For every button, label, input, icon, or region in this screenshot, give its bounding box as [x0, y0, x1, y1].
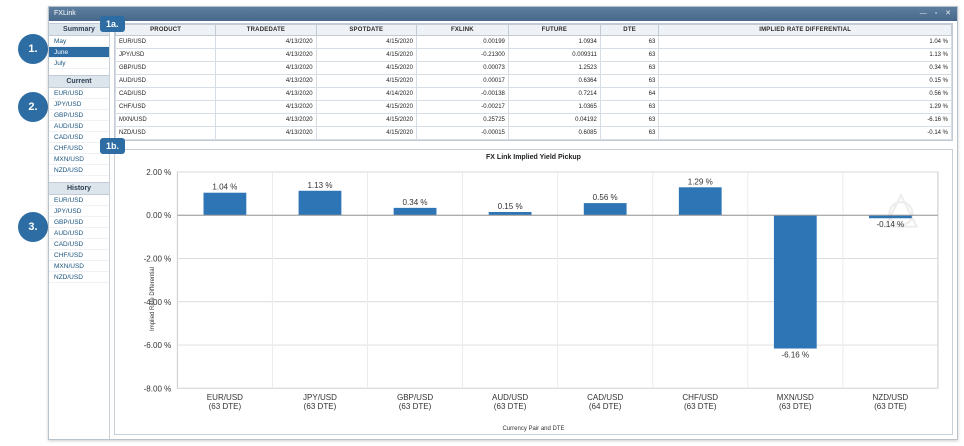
cell-fxlink: 0.25725	[416, 114, 508, 127]
sidebar-item-history-audusd[interactable]: AUD/USD	[49, 228, 109, 239]
svg-text:-8.00 %: -8.00 %	[143, 384, 172, 394]
cell-dte: 63	[600, 75, 659, 88]
cell-implied-rate: 0.34 %	[659, 62, 952, 75]
cell-tradedate: 4/13/2020	[216, 114, 316, 127]
sidebar-item-history-chfusd[interactable]: CHF/USD	[49, 250, 109, 261]
sidebar-item-history-eurusd[interactable]: EUR/USD	[49, 195, 109, 206]
cell-product: CHF/USD	[116, 101, 216, 114]
cell-implied-rate: 1.13 %	[659, 49, 952, 62]
svg-text:-6.00 %: -6.00 %	[143, 341, 172, 351]
callout-2: 2.	[18, 92, 48, 122]
svg-text:MXN/USD: MXN/USD	[776, 393, 814, 403]
cell-spotdate: 4/15/2020	[316, 49, 416, 62]
callout-1b: 1b.	[100, 138, 125, 154]
svg-text:NZD/USD: NZD/USD	[872, 393, 909, 403]
svg-text:1.13 %: 1.13 %	[307, 180, 333, 190]
watermark-logo-icon	[874, 190, 928, 232]
cell-future: 1.2523	[508, 62, 600, 75]
cell-implied-rate: 0.56 %	[659, 88, 952, 101]
sidebar-item-june[interactable]: June	[49, 47, 109, 58]
sidebar-group-current: Current	[49, 75, 109, 88]
sidebar-group-summary: Summary	[49, 23, 109, 36]
cell-future: 1.0934	[508, 36, 600, 49]
svg-text:GBP/USD: GBP/USD	[396, 393, 434, 403]
cell-product: MXN/USD	[116, 114, 216, 127]
col-future[interactable]: FUTURE	[508, 25, 600, 36]
cell-tradedate: 4/13/2020	[216, 62, 316, 75]
table-row[interactable]	[116, 127, 952, 140]
cell-future: 1.0365	[508, 101, 600, 114]
sidebar-item-history-gbpusd[interactable]: GBP/USD	[49, 217, 109, 228]
window-titlebar	[49, 7, 957, 21]
cell-future: 0.6085	[508, 127, 600, 140]
cell-future: 0.04192	[508, 114, 600, 127]
chart-y-axis-label: Implied Rate Differential	[149, 267, 156, 331]
sidebar-item-may[interactable]: May	[49, 36, 109, 47]
col-tradedate[interactable]: TRADEDATE	[216, 25, 316, 36]
table-row[interactable]	[116, 88, 952, 101]
callout-3: 3.	[18, 212, 48, 242]
svg-text:CHF/USD: CHF/USD	[682, 393, 719, 403]
sidebar-item-current-eurusd[interactable]: EUR/USD	[49, 88, 109, 99]
svg-text:2.00 %: 2.00 %	[146, 167, 172, 177]
table-row[interactable]	[116, 36, 952, 49]
svg-text:0.15 %: 0.15 %	[497, 202, 523, 211]
cell-implied-rate: 1.29 %	[659, 101, 952, 114]
callout-1a: 1a.	[100, 16, 125, 32]
chart-x-axis-label: Currency Pair and DTE	[502, 426, 565, 432]
svg-text:CAD/USD: CAD/USD	[587, 393, 624, 403]
cell-product: JPY/USD	[116, 49, 216, 62]
svg-text:-0.14 %: -0.14 %	[876, 220, 905, 230]
chart-title: FX Link Implied Yield Pickup	[486, 154, 581, 161]
cell-tradedate: 4/13/2020	[216, 49, 316, 62]
svg-text:-4.00 %: -4.00 %	[143, 297, 172, 307]
svg-text:(63 DTE): (63 DTE)	[303, 402, 337, 412]
svg-text:(63 DTE): (63 DTE)	[398, 402, 432, 412]
cell-tradedate: 4/13/2020	[216, 101, 316, 114]
cell-spotdate: 4/15/2020	[316, 101, 416, 114]
svg-text:1.29 %: 1.29 %	[687, 177, 713, 187]
sidebar-item-history-jpyusd[interactable]: JPY/USD	[49, 206, 109, 217]
sidebar-item-history-mxnusd[interactable]: MXN/USD	[49, 261, 109, 272]
col-implied-rate-differential[interactable]: IMPLIED RATE DIFFERENTIAL	[659, 25, 952, 36]
cell-product: CAD/USD	[116, 88, 216, 101]
svg-text:0.00 %: 0.00 %	[146, 211, 172, 221]
main-content	[110, 21, 957, 439]
col-spotdate[interactable]: SPOTDATE	[316, 25, 416, 36]
cell-fxlink: -0.00138	[416, 88, 508, 101]
svg-text:(63 DTE): (63 DTE)	[874, 402, 907, 412]
cell-spotdate: 4/15/2020	[316, 75, 416, 88]
svg-text:(63 DTE): (63 DTE)	[779, 402, 812, 412]
sidebar-group-history: History	[49, 182, 109, 195]
svg-text:-2.00 %: -2.00 %	[143, 254, 172, 264]
sidebar-item-current-chfusd[interactable]: CHF/USD	[49, 143, 109, 154]
cell-implied-rate: 0.15 %	[659, 75, 952, 88]
window-title: FXLink	[54, 10, 76, 17]
cell-dte: 63	[600, 127, 659, 140]
bar-chart-svg	[115, 164, 952, 434]
sidebar-item-current-gbpusd[interactable]: GBP/USD	[49, 110, 109, 121]
window-body	[49, 21, 957, 439]
svg-text:JPY/USD: JPY/USD	[302, 393, 337, 403]
table-header-row	[116, 25, 952, 36]
svg-text:0.34 %: 0.34 %	[402, 197, 428, 207]
cell-fxlink: -0.00015	[416, 127, 508, 140]
sidebar-item-july[interactable]: July	[49, 58, 109, 69]
cell-implied-rate: 1.04 %	[659, 36, 952, 49]
table-row[interactable]	[116, 114, 952, 127]
window-controls[interactable]: — ▫ ✕	[919, 10, 954, 17]
cell-fxlink: 0.00199	[416, 36, 508, 49]
cell-fxlink: 0.00017	[416, 75, 508, 88]
cell-spotdate: 4/15/2020	[316, 36, 416, 49]
fxlink-window	[48, 6, 958, 440]
svg-text:EUR/USD: EUR/USD	[206, 393, 243, 403]
col-product[interactable]: PRODUCT	[116, 25, 216, 36]
cell-product: EUR/USD	[116, 36, 216, 49]
cell-future: 0.009311	[508, 49, 600, 62]
svg-text:(63 DTE): (63 DTE)	[683, 402, 717, 412]
table-row[interactable]	[116, 75, 952, 88]
fx-table	[115, 24, 952, 140]
cell-fxlink: -0.00217	[416, 101, 508, 114]
cell-tradedate: 4/13/2020	[216, 88, 316, 101]
cell-dte: 63	[600, 49, 659, 62]
sidebar-item-current-audusd[interactable]: AUD/USD	[49, 121, 109, 132]
cell-tradedate: 4/13/2020	[216, 127, 316, 140]
cell-spotdate: 4/15/2020	[316, 127, 416, 140]
cell-dte: 63	[600, 62, 659, 75]
table-row[interactable]	[116, 49, 952, 62]
svg-text:(63 DTE): (63 DTE)	[493, 402, 527, 412]
cell-implied-rate: -6.16 %	[659, 114, 952, 127]
cell-product: AUD/USD	[116, 75, 216, 88]
svg-text:AUD/USD: AUD/USD	[492, 393, 529, 403]
cell-spotdate: 4/15/2020	[316, 62, 416, 75]
cell-tradedate: 4/13/2020	[216, 75, 316, 88]
col-dte[interactable]: DTE	[600, 25, 659, 36]
svg-text:(64 DTE): (64 DTE)	[588, 402, 622, 412]
cell-tradedate: 4/13/2020	[216, 36, 316, 49]
cell-implied-rate: -0.14 %	[659, 127, 952, 140]
cell-dte: 63	[600, 101, 659, 114]
table-row[interactable]	[116, 62, 952, 75]
cell-product: NZD/USD	[116, 127, 216, 140]
cell-dte: 63	[600, 114, 659, 127]
cell-dte: 64	[600, 88, 659, 101]
svg-text:(63 DTE): (63 DTE)	[208, 402, 242, 412]
cell-dte: 63	[600, 36, 659, 49]
cell-future: 0.7214	[508, 88, 600, 101]
callout-1: 1.	[18, 34, 48, 64]
sidebar-item-current-jpyusd[interactable]: JPY/USD	[49, 99, 109, 110]
cell-product: GBP/USD	[116, 62, 216, 75]
cell-spotdate: 4/15/2020	[316, 114, 416, 127]
sidebar-item-current-nzdusd[interactable]: NZD/USD	[49, 165, 109, 176]
cell-spotdate: 4/14/2020	[316, 88, 416, 101]
svg-text:-6.16 %: -6.16 %	[781, 350, 810, 360]
sidebar-item-current-cadusd[interactable]: CAD/USD	[49, 132, 109, 143]
sidebar-item-history-cadusd[interactable]: CAD/USD	[49, 239, 109, 250]
col-fxlink[interactable]: FXLINK	[416, 25, 508, 36]
table-row[interactable]	[116, 101, 952, 114]
sidebar	[49, 21, 110, 439]
sidebar-item-history-nzdusd[interactable]: NZD/USD	[49, 272, 109, 283]
sidebar-item-current-mxnusd[interactable]: MXN/USD	[49, 154, 109, 165]
cell-fxlink: -0.21300	[416, 49, 508, 62]
table-body	[116, 36, 952, 140]
cell-future: 0.6364	[508, 75, 600, 88]
cell-fxlink: 0.00073	[416, 62, 508, 75]
fx-table-container	[114, 23, 953, 141]
chart-plot-area	[115, 164, 952, 434]
svg-text:0.56 %: 0.56 %	[592, 193, 618, 203]
chart-panel	[114, 149, 953, 435]
svg-text:1.04 %: 1.04 %	[212, 182, 238, 192]
